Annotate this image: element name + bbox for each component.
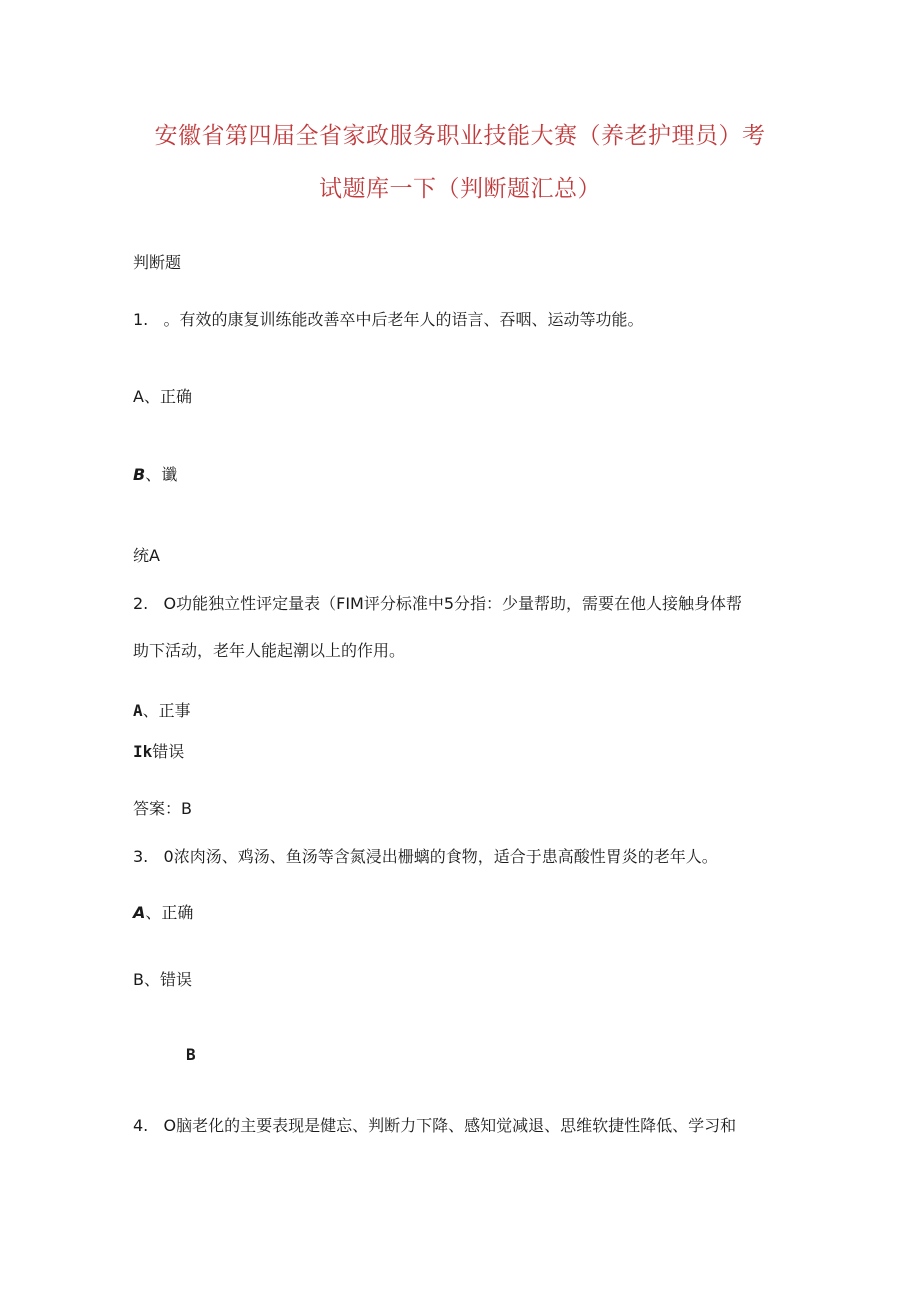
option-a: A、正确 <box>133 387 192 406</box>
option-a-text: 、正确 <box>145 903 194 922</box>
question-2-stem-line-1 <box>133 594 742 614</box>
option-a-text: 、正事 <box>142 701 191 720</box>
question-number: 1. <box>133 310 149 329</box>
option-b-text: 错误 <box>152 742 185 761</box>
answer: B <box>186 1045 196 1064</box>
answer: 统A <box>133 546 160 565</box>
option-b <box>133 465 177 485</box>
question-1-stem <box>133 310 644 330</box>
question-text: O脑老化的主要表现是健忘、判断力下降、感知觉减退、思维软捷性降低、学习和 <box>163 1116 737 1135</box>
option-a <box>133 903 193 923</box>
option-b-mark: Ik <box>133 742 153 761</box>
title-line-2: 试题库一下（判断题汇总） <box>319 176 601 202</box>
option-b <box>133 742 184 762</box>
option-a-mark: A <box>133 701 143 720</box>
question-text: O功能独立性评定量表（FIM评分标准中5分指：少量帮助，需要在他人接触身体帮 <box>163 594 743 613</box>
question-4-stem <box>133 1116 736 1136</box>
question-3-stem <box>133 847 718 867</box>
option-b-mark: B <box>133 465 146 484</box>
section-label: 判断题 <box>133 253 182 272</box>
question-number: 4. <box>133 1116 149 1135</box>
option-a <box>133 701 191 721</box>
option-b: B、错误 <box>133 970 192 989</box>
question-number: 3. <box>133 847 149 866</box>
question-text: 。有效的康复训练能改善卒中后老年人的语言、吞咽、运动等功能。 <box>163 310 644 329</box>
question-2-stem-line-2: 助下活动，老年人能起潮以上的作用。 <box>133 641 406 660</box>
option-a-mark: A <box>133 903 146 922</box>
answer: 答案：B <box>133 799 192 818</box>
question-text: 0浓肉汤、鸡汤、鱼汤等含氮浸出栅螭的食物，适合于患高酸性胃炎的老年人。 <box>163 847 718 866</box>
question-number: 2. <box>133 594 149 613</box>
option-b-text: 、谶 <box>145 465 178 484</box>
title-line-1: 安徽省第四届全省家政服务职业技能大赛（养老护理员）考 <box>154 123 766 149</box>
